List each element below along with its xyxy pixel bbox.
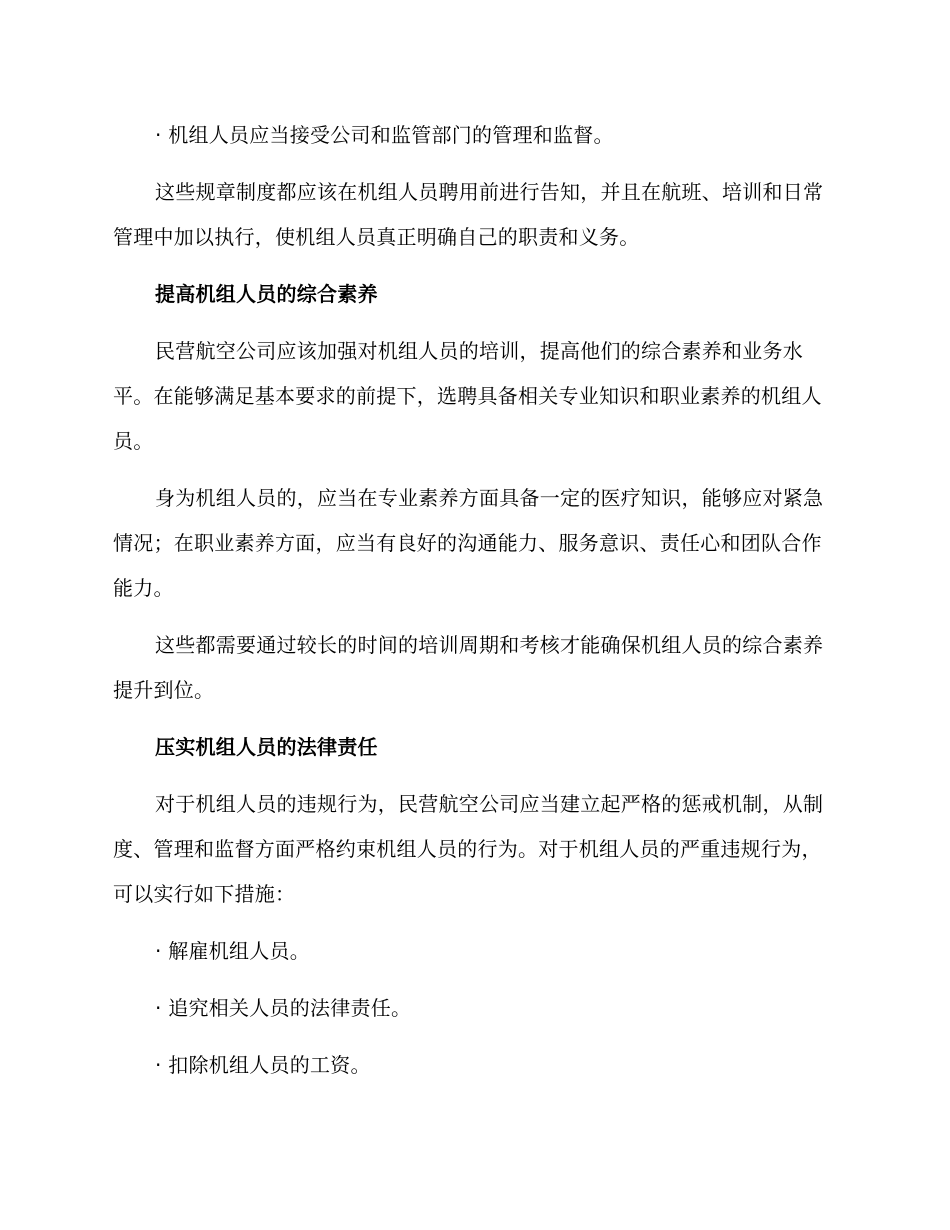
paragraph-crew-skills: 身为机组人员的，应当在专业素养方面具备一定的医疗知识，能够应对紧急情况；在职业素养方面，应当有良好的沟通能力、服务意识、责任心和团队合作能力。 (113, 486, 824, 600)
paragraph-training: 民营航空公司应该加强对机组人员的培训，提高他们的综合素养和业务水平。在能够满足基本要求的前提下，选聘具备相关专业知识和职业素养的机组人员。 (113, 339, 822, 453)
section-heading-competence: 提高机组人员的综合素养 (155, 282, 378, 306)
bullet-item-legal-liability: · 追究相关人员的法律责任。 (155, 996, 412, 1020)
document-body (113, 113, 835, 1088)
paragraph-rules-notice: 这些规章制度都应该在机组人员聘用前进行告知，并且在航班、培训和日常管理中加以执行，使机组人员真正明确自己的职责和义务。 (113, 180, 824, 249)
paragraph-assessment: 这些都需要通过较长的时间的培训周期和考核才能确保机组人员的综合素养提升到位。 (113, 633, 824, 702)
bullet-item-dismissal: · 解雇机组人员。 (155, 939, 310, 963)
paragraph-disciplinary-mechanism: 对于机组人员的违规行为，民营航空公司应当建立起严格的惩戒机制，从制度、管理和监督方面严格约束机组人员的行为。对于机组人员的严重违规行为，可以实行如下措施： (113, 792, 824, 906)
section-heading-legal-responsibility: 压实机组人员的法律责任 (155, 735, 378, 759)
bullet-item-supervision: · 机组人员应当接受公司和监管部门的管理和监督。 (155, 123, 614, 147)
bullet-item-salary-deduction: · 扣除机组人员的工资。 (155, 1053, 371, 1077)
